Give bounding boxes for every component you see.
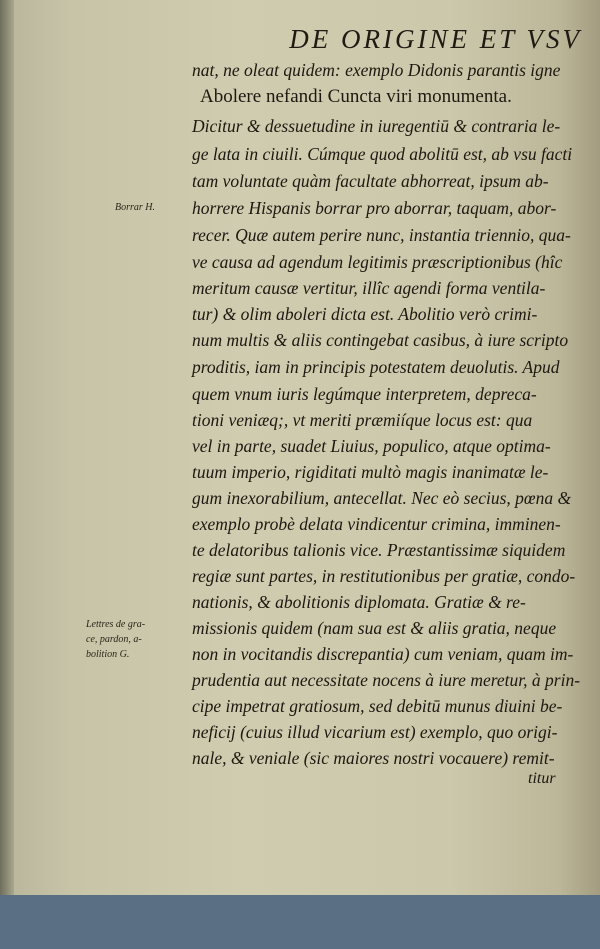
text-line: prudentia aut necessitate nocens à iure meretur, à prin- <box>192 670 581 690</box>
text-line: tuum imperio, rigiditati multò magis inanimatæ le- <box>192 462 549 482</box>
text-line: proditis, iam in principis potestatem deuolutis. Apud <box>192 357 560 377</box>
text-line: quem vnum iuris legúmque interpretem, depreca- <box>192 384 537 404</box>
text-line: Dicitur & dessuetudine in iuregentiū & contraria le- <box>192 116 561 136</box>
margin-note-line: ce, pardon, a- <box>86 634 142 645</box>
text-line: num multis & aliis contingebat casibus, à iure scripto <box>192 330 569 350</box>
text-line: te delatoribus talionis vice. Præstantissimæ siquidem <box>192 540 566 560</box>
margin-note-line: bolition G. <box>86 649 130 660</box>
text-line: cipe impetrat gratiosum, sed debitū munus diuini be- <box>192 696 563 716</box>
running-head: DE ORIGINE ET VSV <box>289 24 582 54</box>
text-line: tur) & olim aboleri dicta est. Abolitio verò crimi- <box>192 304 538 324</box>
text-line: missionis quidem (nam sua est & aliis gratia, neque <box>192 618 557 638</box>
text-line: ge lata in ciuili. Cúmque quod abolitū est, ab vsu facti <box>192 144 573 164</box>
margin-note-lettres <box>86 617 145 662</box>
text-line: horrere Hispanis borrar pro aborrar, taquam, abor- <box>192 198 557 218</box>
text-line: nat, ne oleat quidem: exemplo Didonis parantis igne <box>192 60 561 80</box>
text-line: regiæ sunt partes, in restitutionibus per gratiæ, condo- <box>192 566 576 586</box>
margin-note-borrar: Borrar H. <box>115 202 156 213</box>
margin-note-line: Lettres de gra- <box>86 619 146 630</box>
text-line: tam voluntate quàm facultate abhorreat, ipsum ab- <box>192 171 549 191</box>
text-line: nationis, & abolitionis diplomata. Gratiæ & re- <box>192 592 526 612</box>
text-line: nale, & veniale (sic maiores nostri vocauere) remit- <box>192 748 555 768</box>
text-line: ve causa ad agendum legitimis præscriptionibus (hîc <box>192 252 563 272</box>
text-line: tioni veniæq;, vt meriti præmiíque locus est: qua <box>192 410 533 430</box>
text-line: non in vocitandis discrepantia) cum veniam, quam im- <box>192 644 574 664</box>
text-line: vel in parte, suadet Liuius, populico, atque optima- <box>192 436 551 456</box>
binding-gutter <box>0 0 14 949</box>
text-line: Abolere nefandi Cuncta viri monumenta. <box>200 86 512 107</box>
catchword: titur <box>528 770 556 787</box>
text-line: meritum causæ vertitur, illîc agendi forma ventila- <box>192 278 546 298</box>
scan-background-strip <box>0 895 600 949</box>
text-line: exemplo probè delata vindicentur crimina, imminen- <box>192 514 561 534</box>
text-line: neficij (cuius illud vicarium est) exemplo, quo origi- <box>192 722 558 742</box>
text-line: gum inexorabilium, antecellat. Nec eò secius, pœna & <box>192 488 572 508</box>
text-line: recer. Quæ autem perire nunc, instantia triennio, qua- <box>192 225 571 245</box>
